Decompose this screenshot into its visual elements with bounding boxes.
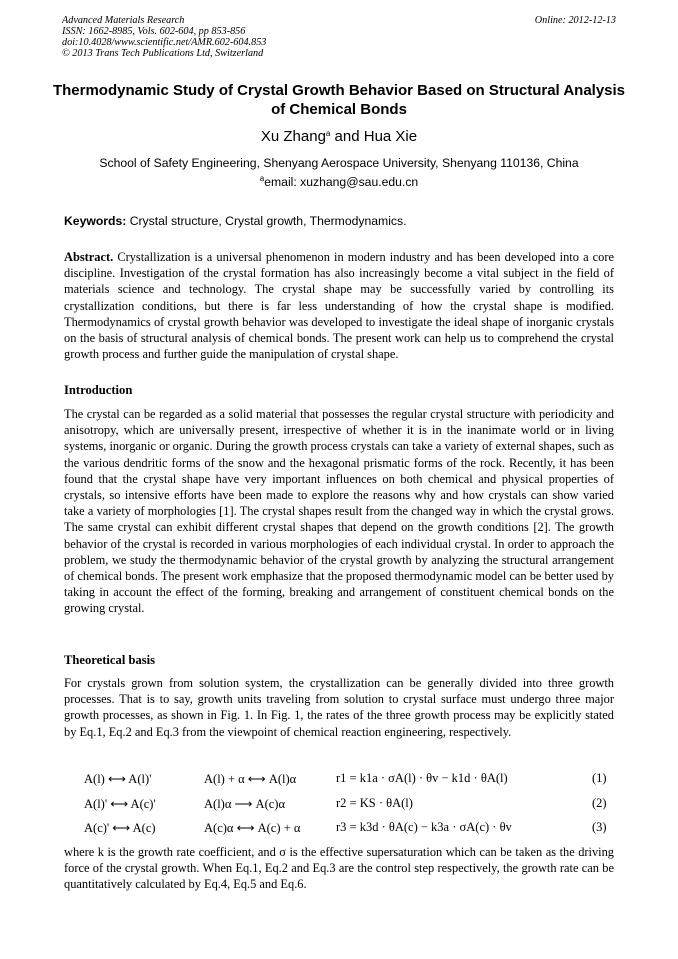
equation-step: A(l)' ⟷ A(c)' bbox=[84, 797, 156, 811]
equation-row bbox=[0, 820, 678, 842]
copyright-line: © 2013 Trans Tech Publications Ltd, Switzerland bbox=[62, 48, 264, 59]
theory-text: For crystals grown from solution system, the crystallization can be generally divided into three growth processes. That is to say, growth units traveling from solution to crystal surface must undergo three major growth processes, as shown in Fig. 1. In Fig. 1, the rates of the three growth process may be explicitly stated by Eq.1, Eq.2 and Eq.3 from the viewpoint of chemical reaction engineering, respectively. bbox=[64, 676, 614, 739]
equation-reaction: A(l)α ⟶ A(c)α bbox=[204, 797, 285, 811]
equation-row bbox=[0, 796, 678, 818]
abstract bbox=[64, 249, 614, 362]
equation-rate: r2 = KS · θA(l) bbox=[336, 796, 413, 810]
equation-number: (1) bbox=[592, 771, 607, 785]
journal-header bbox=[62, 15, 616, 59]
post-equation-text: where k is the growth rate coefficient, and σ is the effective supersaturation which can be taken as the driving force of the crystal growth. When Eq.1, Eq.2 and Eq.3 are the control step respectively, the growth rate can be quantitatively calculated by Eq.4, Eq.5 and Eq.6. bbox=[64, 845, 614, 892]
equation-reaction: A(c)α ⟷ A(c) + α bbox=[204, 821, 301, 835]
equation-number: (2) bbox=[592, 796, 607, 810]
issn-line: ISSN: 1662-8985, Vols. 602-604, pp 853-856 bbox=[62, 26, 246, 37]
equation-step: A(c)' ⟷ A(c) bbox=[84, 821, 156, 835]
author-superscript: a bbox=[325, 129, 331, 138]
affiliation: School of Safety Engineering, Shenyang Aerospace University, Shenyang 110136, China bbox=[99, 156, 579, 170]
equation-rate: r1 = k1a · σA(l) · θv − k1d · θA(l) bbox=[336, 771, 508, 785]
equation-step: A(l) ⟷ A(l)' bbox=[84, 772, 152, 786]
online-date: Online: 2012-12-13 bbox=[534, 15, 616, 26]
introduction-text: The crystal can be regarded as a solid material that possesses the regular crystal structure with periodicity and anisotropy, which are universally present, irrespective of whether it is in the inanimate world or in living systems, inorganic or organic. During the growth process crystals can take a variety of external shapes, such as the various dendritic forms of the snow and the hexagonal prismatic forms of the rock. Recently, it has been found that the crystal shape have very important influences on both chemical and physical properties of crystals, so intensive efforts have been made to explore the reasons why and how crystals can show varied take a variety of morphologies [1]. The crystal shapes result from the changed way in which the crystal grows. The same crystal can exhibit different crystal shapes that depend on the growth conditions [2]. The growth behavior of the crystal is recorded in various morphologies of each individual crystal. In order to approach the problem, we study the thermodynamic behavior of the crystal growth by analyzing the structural arrangement of chemical bonds. The present work emphasize that the proposed thermodynamic model can be better used by taking in account the effect of the forming, breaking and arrangement of constituent chemical bonds on the growing crystal. bbox=[64, 407, 614, 616]
abstract-label: Abstract. bbox=[64, 250, 114, 264]
equation-number: (3) bbox=[592, 820, 607, 834]
keywords-text: Crystal structure, Crystal growth, Thermodynamics. bbox=[126, 214, 407, 228]
keywords-label: Keywords: bbox=[64, 214, 127, 228]
doi-line: doi:10.4028/www.scientific.net/AMR.602-604.853 bbox=[62, 37, 267, 48]
author-name: and Hua Xie bbox=[330, 128, 418, 145]
email-address: email: xuzhang@sau.edu.cn bbox=[264, 175, 419, 189]
keywords bbox=[64, 214, 616, 228]
equation-row bbox=[0, 771, 678, 793]
paper-title: Thermodynamic Study of Crystal Growth Behavior Based on Structural Analysis of Chemical Bonds bbox=[52, 82, 626, 118]
email-superscript: a bbox=[259, 174, 265, 183]
equation-rate: r3 = k3d · θA(c) − k3a · σA(c) · θv bbox=[336, 820, 512, 834]
author-name: Xu Zhang bbox=[260, 128, 326, 145]
email-line bbox=[0, 175, 678, 189]
equation-reaction: A(l) + α ⟷ A(l)α bbox=[204, 772, 297, 786]
author-list bbox=[0, 128, 678, 145]
journal-name: Advanced Materials Research bbox=[62, 15, 185, 26]
section-heading-introduction: Introduction bbox=[64, 383, 133, 397]
abstract-text: Crystallization is a universal phenomenon in modern industry and has been developed into a core discipline. Investigation of the crystal formation has also increasingly become a vital subject in the field of materials science and technology. The crystal shape may be successfully varied by controlling its crystallization conditions, but there is far less understanding of how the crystal shape is modified. Thermodynamics of crystal growth behavior was developed to investigate the ideal shape of inorganic crystals on the basis of structural analysis of chemical bonds. The present work can help us to comprehend the crystal growth process and further guide the manipulation of crystal shape. bbox=[64, 250, 614, 362]
section-heading-theory: Theoretical basis bbox=[64, 653, 156, 667]
